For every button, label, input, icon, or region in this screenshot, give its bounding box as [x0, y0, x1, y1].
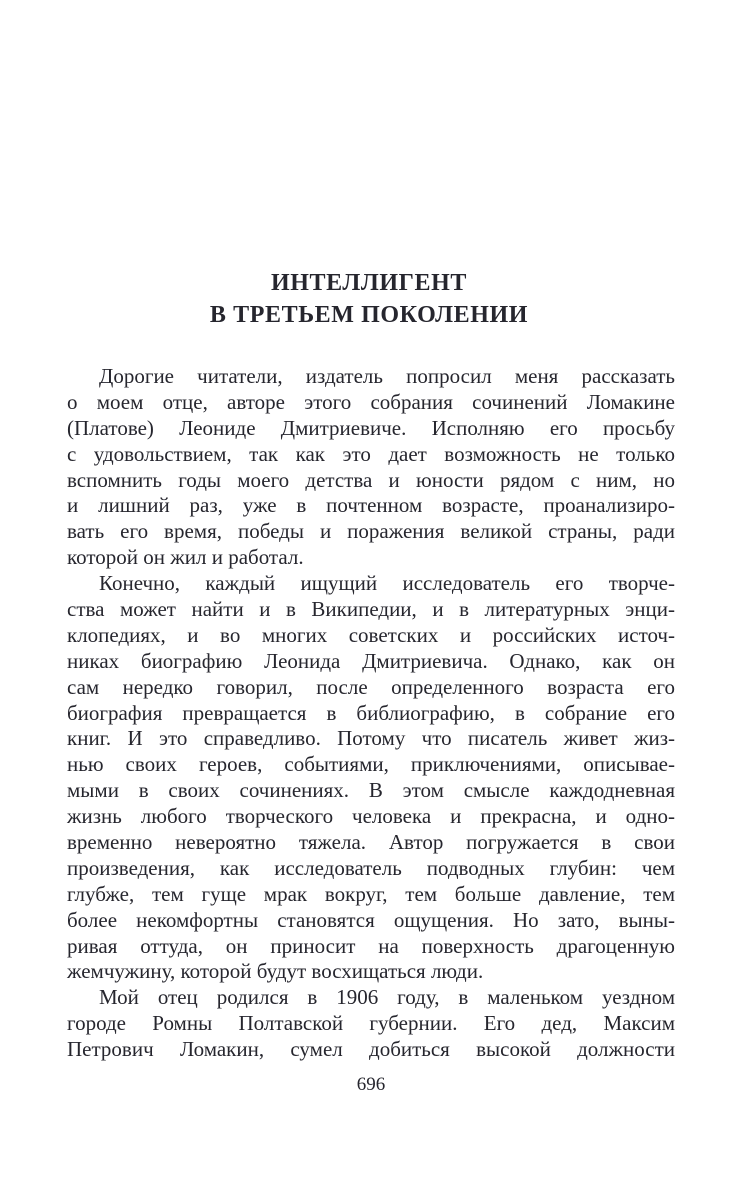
text-line: жемчужину, которой будут восхищаться люди.: [67, 959, 484, 984]
chapter-title-line-2: В ТРЕТЬЕМ ПОКОЛЕНИИ: [209, 302, 529, 328]
text-line: никах биографию Леонида Дмитриевича. Однако, как он: [67, 648, 675, 673]
text-line: ривая оттуда, он приносит на поверхность драгоценную: [67, 933, 675, 958]
page-number: 696: [356, 1074, 386, 1095]
page-body-text: [67, 364, 675, 1063]
text-line: Мой отец родился в 1906 году, в маленьком уездном: [99, 985, 675, 1010]
text-line: с удовольствием, так как это дает возможность не только: [67, 441, 675, 466]
text-line: о моем отце, авторе этого собрания сочинений Ломакине: [67, 389, 675, 414]
text-line: мыми в своих сочинениях. В этом смысле каждодневная: [67, 778, 675, 803]
text-line: ства может найти и в Википедии, и в литературных энци-: [67, 597, 675, 622]
text-line: произведения, как исследователь подводных глубин: чем: [67, 855, 675, 880]
text-line: временно невероятно тяжела. Автор погружается в свои: [67, 830, 675, 855]
text-line: которой он жил и работал.: [67, 545, 304, 570]
text-line: сам нередко говорил, после определенного возраста его: [67, 674, 675, 699]
text-line: биография превращается в библиографию, в собрание его: [67, 700, 675, 725]
text-line: Дорогие читатели, издатель попросил меня рассказать: [99, 364, 675, 388]
text-line: более некомфортны становятся ощущения. Но зато, выны-: [67, 907, 675, 932]
text-line: жизнь любого творческого человека и прекрасна, и одно-: [67, 804, 675, 829]
chapter-title: [65, 267, 673, 331]
text-line: Конечно, каждый ищущий исследователь его творче-: [99, 571, 675, 596]
text-line: и лишний раз, уже в почтенном возрасте, проанализиро-: [67, 493, 675, 518]
text-line: вать его время, победы и поражения великой страны, ради: [67, 519, 675, 544]
text-line: вспомнить годы моего детства и юности рядом с ним, но: [67, 467, 675, 492]
text-line: глубже, тем гуще мрак вокруг, тем больше давление, тем: [67, 881, 675, 906]
text-line: (Платове) Леониде Дмитриевиче. Исполняю его просьбу: [67, 415, 675, 440]
text-line: городе Ромны Полтавской губернии. Его дед, Максим: [67, 1011, 675, 1036]
text-line: книг. И это справедливо. Потому что писатель живет жиз-: [67, 726, 675, 751]
text-line: Петрович Ломакин, сумел добиться высокой должности: [67, 1037, 675, 1062]
text-line: клопедиях, и во многих советских и российских источ-: [67, 622, 675, 647]
chapter-title-line-1: ИНТЕЛЛИГЕНТ: [270, 270, 468, 296]
text-line: нью своих героев, событиями, приключениями, описывае-: [67, 752, 675, 777]
